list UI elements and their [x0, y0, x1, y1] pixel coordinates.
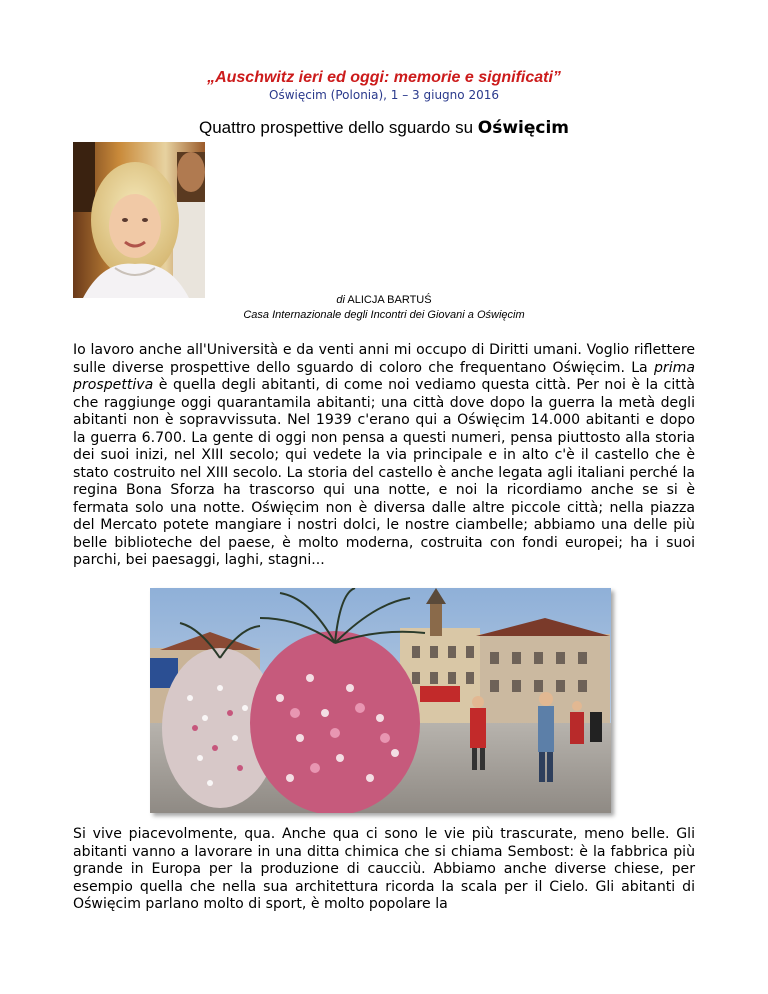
- author-byline: [0, 294, 768, 306]
- paragraph-1-emphasis: prima prospettiva: [73, 359, 695, 393]
- paragraph-1-part-a: Io lavoro anche all'Università e da venti anni mi occupo di Diritti umani. Voglio riflettere sulle diverse prospettive dello sguardo di coloro che frequentano Oświęcim. La: [73, 342, 695, 376]
- author-portrait-image: [73, 142, 205, 298]
- market-square-photo: [150, 588, 611, 813]
- byline-di: di: [336, 294, 345, 306]
- market-square-image: [150, 588, 611, 813]
- author-portrait-photo: [73, 142, 205, 298]
- article-title: [0, 118, 768, 138]
- paragraph-1-part-b: è quella degli abitanti, di come noi vediamo questa città. Per noi è la città che raggiunge oggi quarantamila abitanti; una città dove dopo la guerra la metà degli abitanti non è sopravvissuta. Nel 1939 c'erano qui a Oświęcim 14.000 abitanti e dopo la guerra 6.700. La gente di oggi non pensa a questi numeri, pensa piuttosto alla storia dei suoi inizi, nel XIII secolo; qui vedete la via principale e in alto c'è il castello che è stato costruito nel XIII secolo. La storia del castello è anche legata agli italiani perché la regina Bona Sforza ha trascorso qui una notte, e noi la ricordiamo anche se si è fermata solo una notte. Oświęcim non è diversa dalle altre piccole città; nella piazza del Mercato potete mangiare i nostri dolci, le nostre ciambelle; abbiamo una delle più belle biblioteche del paese, è molto moderna, costruita con fondi europei; ha i suoi parchi, bei paesaggi, laghi, stagni...: [73, 377, 695, 568]
- author-affiliation: Casa Internazionale degli Incontri dei Giovani a Oświęcim: [243, 309, 525, 321]
- conference-subtitle: Oświęcim (Polonia), 1 – 3 giugno 2016: [269, 88, 499, 102]
- body-paragraph-2: Si vive piacevolmente, qua. Anche qua ci sono le vie più trascurate, meno belle. Gli abitanti vanno a lavorare in una ditta chimica che si chiama Sembost: è la fabbrica più grande in Europa per la produzione di caucciù. Abbiamo anche diverse chiese, per esempio quella che nella sua architettura ricorda la scala per il Cielo. Gli abitanti di Oświęcim parlano molto di sport, è molto popolare la: [73, 826, 695, 912]
- article-title-prefix: Quattro prospettive dello sguardo su: [198, 118, 478, 137]
- author-name: ALICJA BARTUŚ: [347, 294, 432, 306]
- body-paragraph-1: [73, 342, 695, 570]
- article-title-city: Oświęcim: [477, 118, 570, 138]
- conference-title: „Auschwitz ieri ed oggi: memorie e significati”: [207, 69, 561, 86]
